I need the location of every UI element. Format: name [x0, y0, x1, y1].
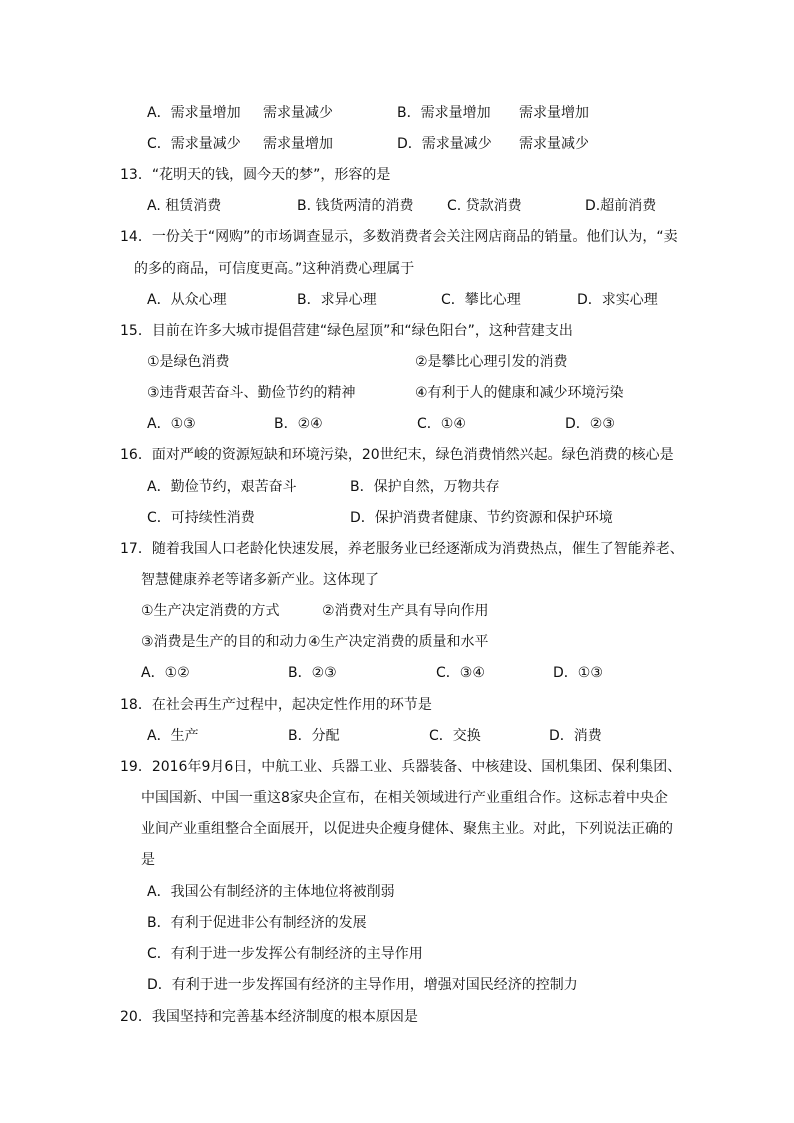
question-text: 业间产业重组整合全面展开，以促进央企瘦身健体、聚焦主业。对此，下列说法正确的	[141, 821, 673, 837]
question-text: 中国国新、中国一重这8家央企宣布，在相关领域进行产业重组合作。这标志着中央企	[141, 790, 668, 806]
answer-option: D．①③	[553, 665, 603, 681]
answer-option: A．勤俭节约，艰苦奋斗	[147, 479, 297, 495]
question-text: B．有利于促进非公有制经济的发展	[147, 915, 367, 931]
answer-option: D．需求量减少	[397, 136, 492, 152]
answer-option: A. 租赁消费	[147, 198, 222, 214]
answer-option: ③违背艰苦奋斗、勤俭节约的精神	[147, 385, 356, 401]
answer-option: C．交换	[429, 728, 481, 744]
answer-option: A．生产	[147, 728, 199, 744]
question-text: 智慧健康养老等诸多新产业。这体现了	[141, 572, 379, 588]
answer-option: 需求量增加	[519, 105, 589, 121]
question-text: 是	[141, 852, 155, 868]
question-text: 19．2016年9月6日，中航工业、兵器工业、兵器装备、中核建设、国机集团、保利集团、	[120, 759, 682, 775]
answer-option: 需求量减少	[519, 136, 589, 152]
answer-option: C．攀比心理	[441, 292, 521, 308]
answer-option: C．③④	[436, 665, 485, 681]
question-text: 14．一份关于“网购”的市场调查显示，多数消费者会关注网店商品的销量。他们认为，“卖	[120, 229, 678, 245]
answer-option: B．②③	[288, 665, 337, 681]
answer-option: C．可持续性消费	[147, 510, 255, 526]
answer-option: A．①③	[147, 416, 196, 432]
answer-option: C．①④	[417, 416, 466, 432]
answer-option: B．保护自然，万物共存	[350, 479, 500, 495]
answer-option: D．求实心理	[577, 292, 658, 308]
question-text: 17．随着我国人口老龄化快速发展，养老服务业已经逐渐成为消费热点，催生了智能养老、	[120, 541, 684, 557]
question-text: D．有利于进一步发挥国有经济的主导作用，增强对国民经济的控制力	[147, 977, 578, 993]
answer-option: B．分配	[288, 728, 340, 744]
answer-option: ③消费是生产的目的和动力	[141, 634, 308, 650]
answer-option: D.超前消费	[585, 198, 657, 214]
answer-option: D．消费	[549, 728, 602, 744]
answer-option: 需求量减少	[263, 105, 333, 121]
question-text: 15．目前在许多大城市提倡营建“绿色屋顶”和“绿色阳台”，这种营建支出	[120, 323, 573, 339]
answer-option: ④生产决定消费的质量和水平	[308, 634, 489, 650]
question-text: 20．我国坚持和完善基本经济制度的根本原因是	[120, 1009, 418, 1025]
answer-option: B．求异心理	[297, 292, 377, 308]
answer-option: A．从众心理	[147, 292, 227, 308]
answer-option: D．②③	[565, 416, 615, 432]
answer-option: B．②④	[274, 416, 323, 432]
answer-option: C．需求量减少	[147, 136, 241, 152]
question-text: A．我国公有制经济的主体地位将被削弱	[147, 884, 395, 900]
answer-option: ①生产决定消费的方式	[141, 603, 280, 619]
answer-option: B．需求量增加	[397, 105, 491, 121]
answer-option: A．①②	[141, 665, 190, 681]
answer-option: C. 贷款消费	[447, 198, 522, 214]
answer-option: B. 钱货两清的消费	[297, 198, 414, 214]
answer-option: A．需求量增加	[147, 105, 241, 121]
question-text: 的多的商品，可信度更高。”这种消费心理属于	[134, 261, 415, 277]
answer-option: ①是绿色消费	[147, 354, 230, 370]
question-text: 13．“花明天的钱，圆今天的梦”，形容的是	[120, 167, 391, 183]
question-text: C．有利于进一步发挥公有制经济的主导作用	[147, 946, 423, 962]
answer-option: ④有利于人的健康和减少环境污染	[415, 385, 624, 401]
answer-option: ②是攀比心理引发的消费	[415, 354, 568, 370]
question-text: 16．面对严峻的资源短缺和环境污染，20世纪末，绿色消费悄然兴起。绿色消费的核心是	[120, 447, 674, 463]
answer-option: D．保护消费者健康、节约资源和保护环境	[350, 510, 613, 526]
answer-option: 需求量增加	[263, 136, 333, 152]
question-text: 18．在社会再生产过程中，起决定性作用的环节是	[120, 697, 432, 713]
answer-option: ②消费对生产具有导向作用	[322, 603, 489, 619]
